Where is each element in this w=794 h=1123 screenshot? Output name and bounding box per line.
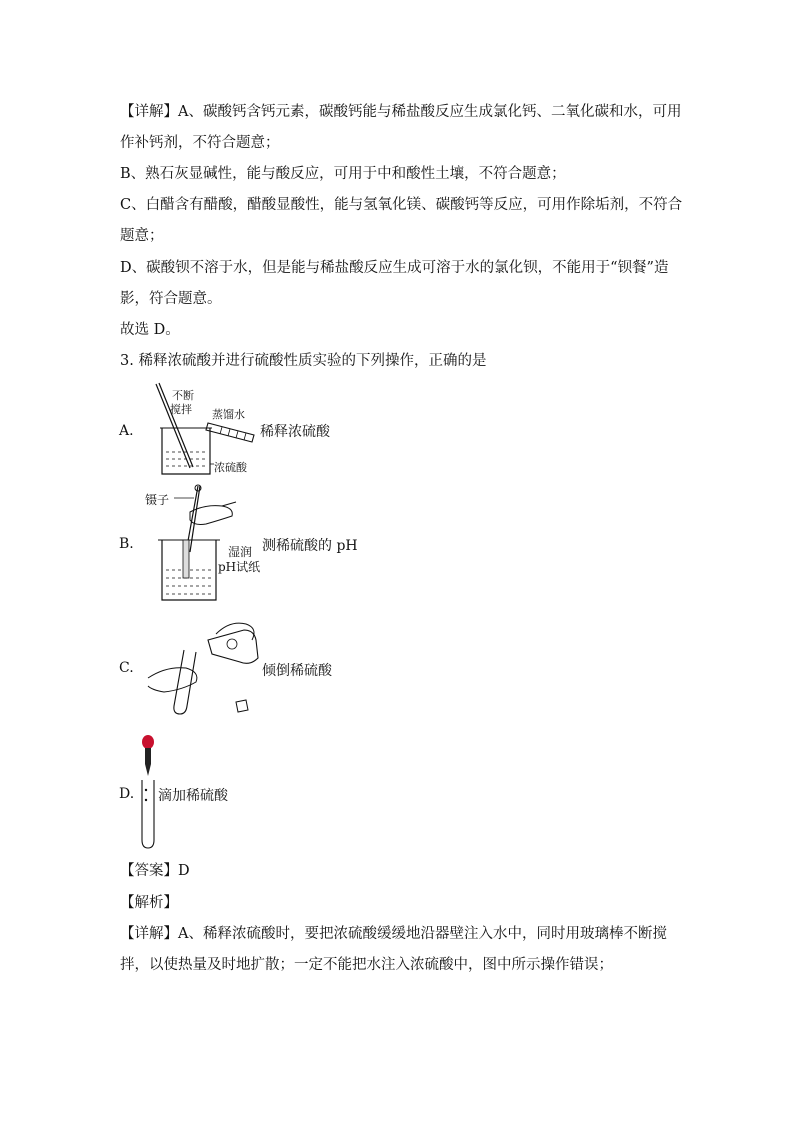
paragraph-line-4: C、白醋含有醋酸，醋酸显酸性，能与氢氧化镁、碳酸钙等反应，可用作除垢剂，不符合	[120, 197, 683, 213]
option-a-label-3: 蒸馏水	[212, 408, 245, 421]
analysis-title: 【解析】	[120, 895, 178, 911]
option-b-caption: 测稀硫酸的 pH	[262, 538, 358, 554]
option-c-caption: 倾倒稀硫酸	[262, 663, 332, 679]
paragraph-line-5: 题意；	[120, 228, 164, 244]
option-a-figure	[150, 380, 270, 480]
option-d-letter: D.	[119, 786, 135, 802]
option-a-caption: 稀释浓硫酸	[260, 424, 330, 440]
option-b-label-2: 湿润	[228, 545, 253, 559]
question-title: 3. 稀释浓硫酸并进行硫酸性质实验的下列操作，正确的是	[120, 353, 487, 369]
option-c-letter: C.	[119, 660, 134, 676]
option-b-label-1: 镊子	[145, 493, 170, 507]
paragraph-line-1: 【详解】A、碳酸钙含钙元素，碳酸钙能与稀盐酸反应生成氯化钙、二氧化碳和水，可用	[120, 104, 682, 120]
paragraph-line-2: 作补钙剂，不符合题意；	[120, 135, 280, 151]
paragraph-line-7: 影，符合题意。	[120, 291, 222, 307]
paragraph-line-3: B、熟石灰显碱性，能与酸反应，可用于中和酸性土壤，不符合题意；	[120, 166, 566, 182]
option-a-letter: A.	[119, 423, 134, 439]
paragraph-line-6: D、碳酸钡不溶于水，但是能与稀盐酸反应生成可溶于水的氯化钡，不能用于“钡餐”造	[120, 260, 669, 276]
option-a-label-2: 搅拌	[170, 403, 192, 416]
option-a-label-4: 浓硫酸	[214, 461, 247, 474]
answer: 【答案】D	[120, 863, 190, 879]
detail-line-2: 拌，以使热量及时地扩散；一定不能把水注入浓硫酸中，图中所示操作错误；	[120, 957, 613, 973]
option-d-figure	[136, 734, 160, 850]
paragraph-line-8: 故选 D。	[120, 322, 180, 338]
option-a-label-1: 不断	[172, 389, 194, 402]
option-b-letter: B.	[119, 536, 134, 552]
option-c-figure	[146, 610, 266, 720]
detail-line-1: 【详解】A、稀释浓硫酸时，要把浓硫酸缓缓地沿器壁注入水中，同时用玻璃棒不断搅	[120, 926, 667, 942]
option-d-caption: 滴加稀硫酸	[158, 788, 228, 804]
option-b-label-3: pH试纸	[218, 560, 261, 574]
